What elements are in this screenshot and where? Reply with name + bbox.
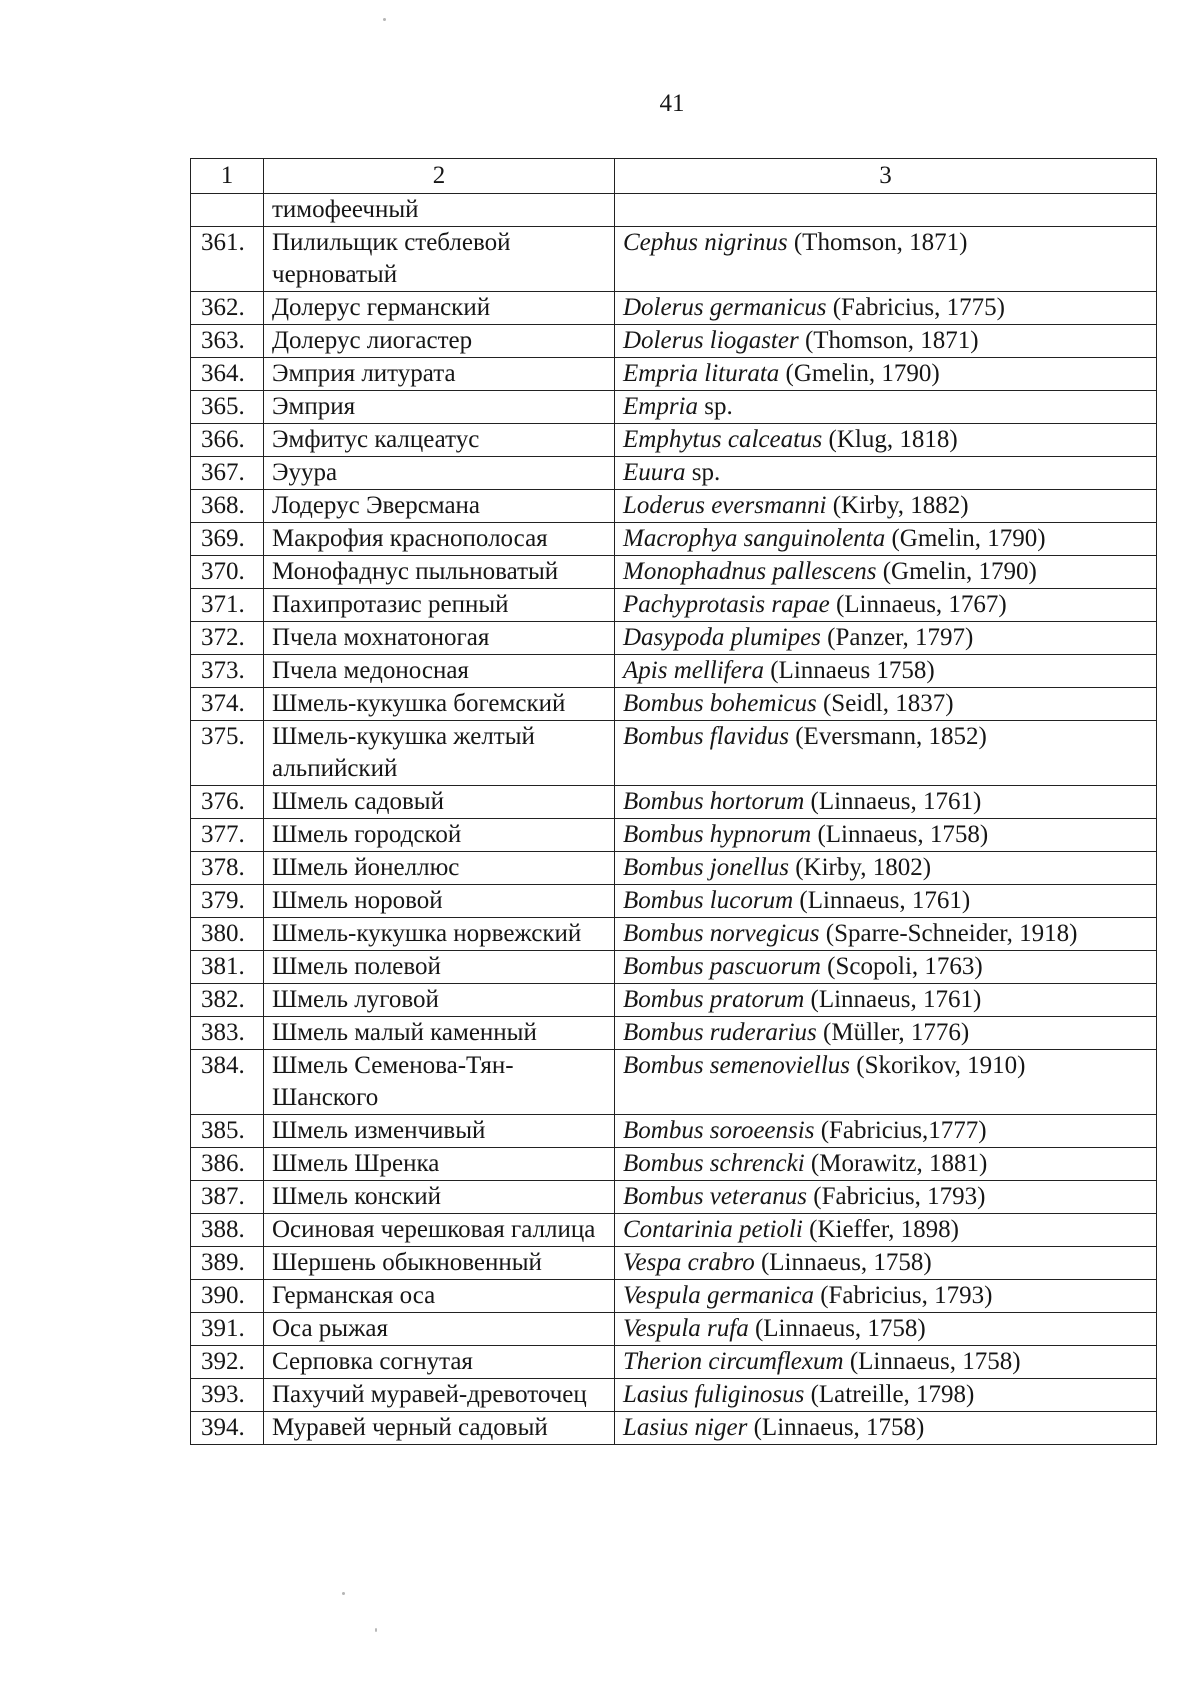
scientific-name: Vespula germanica <box>623 1282 814 1309</box>
author-citation: (Linnaeus, 1761) <box>799 887 971 914</box>
scan-speck <box>342 1592 345 1595</box>
table-row <box>191 1346 1157 1379</box>
author-citation: (Panzer, 1797) <box>827 624 974 651</box>
scientific-name-cell <box>615 951 1157 984</box>
author-citation: sp. <box>691 459 721 486</box>
scientific-name: Bombus flavidus <box>623 723 789 750</box>
author-citation: (Fabricius, 1793) <box>820 1282 993 1309</box>
row-number: 392. <box>191 1346 264 1379</box>
scientific-name: Bombus ruderarius <box>623 1019 817 1046</box>
table-row <box>191 1412 1157 1445</box>
scientific-name: Lasius niger <box>623 1414 748 1441</box>
author-citation: (Kieffer, 1898) <box>809 1216 959 1243</box>
author-citation: (Linnaeus, 1761) <box>810 788 982 815</box>
table-row <box>191 655 1157 688</box>
scientific-name: Vespa crabro <box>623 1249 755 1276</box>
row-number: 379. <box>191 885 264 918</box>
table-row <box>191 786 1157 819</box>
scientific-name: Bombus hypnorum <box>623 821 812 848</box>
common-name: Шмель Семенова-Тян-Шанского <box>264 1050 615 1115</box>
scientific-name-cell <box>615 227 1157 292</box>
author-citation: (Linnaeus, 1758) <box>849 1348 1021 1375</box>
scientific-name: Therion circumflexum <box>623 1348 844 1375</box>
common-name: Муравей черный садовый <box>264 1412 615 1445</box>
row-number: 361. <box>191 227 264 292</box>
scientific-name: Bombus pascuorum <box>623 953 821 980</box>
scientific-name-cell <box>615 1412 1157 1445</box>
scientific-name-cell <box>615 424 1157 457</box>
row-number: 389. <box>191 1247 264 1280</box>
common-name: Серповка согнутая <box>264 1346 615 1379</box>
scientific-name-cell <box>615 490 1157 523</box>
table-row <box>191 1181 1157 1214</box>
scientific-name-cell <box>615 984 1157 1017</box>
author-citation: (Eversmann, 1852) <box>795 723 987 750</box>
table-row <box>191 523 1157 556</box>
species-table <box>190 158 1157 1445</box>
table-row <box>191 1313 1157 1346</box>
row-number: 384. <box>191 1050 264 1115</box>
scientific-name: Bombus lucorum <box>623 887 794 914</box>
table-row <box>191 457 1157 490</box>
scientific-name-cell <box>615 1050 1157 1115</box>
author-citation: (Klug, 1818) <box>828 426 958 453</box>
row-number: 378. <box>191 852 264 885</box>
common-name: Шершень обыкновенный <box>264 1247 615 1280</box>
scientific-name-cell <box>615 1181 1157 1214</box>
common-name: Долерус лиогастер <box>264 325 615 358</box>
scientific-name-cell <box>615 918 1157 951</box>
table-row <box>191 1280 1157 1313</box>
table-row <box>191 819 1157 852</box>
author-citation: (Seidl, 1837) <box>822 690 954 717</box>
table-row <box>191 325 1157 358</box>
author-citation: (Sparre-Schneider, 1918) <box>825 920 1078 947</box>
row-number: 387. <box>191 1181 264 1214</box>
table-row <box>191 391 1157 424</box>
continuation-row <box>191 194 1157 227</box>
table-row <box>191 589 1157 622</box>
common-name: Пахучий муравей-древоточец <box>264 1379 615 1412</box>
common-name: Пчела медоносная <box>264 655 615 688</box>
common-name: Пахипротазис репный <box>264 589 615 622</box>
author-citation: (Linnaeus, 1758) <box>754 1315 926 1342</box>
row-number: 374. <box>191 688 264 721</box>
row-number: 385. <box>191 1115 264 1148</box>
row-number: 364. <box>191 358 264 391</box>
scientific-name-cell <box>615 556 1157 589</box>
scientific-name-cell <box>615 358 1157 391</box>
author-citation: (Latreille, 1798) <box>810 1381 975 1408</box>
author-citation: (Kirby, 1802) <box>795 854 932 881</box>
scientific-name: Empria liturata <box>623 360 780 387</box>
row-number: 371. <box>191 589 264 622</box>
scientific-name: Bombus norvegicus <box>623 920 820 947</box>
scientific-name: Apis mellifera <box>623 657 764 684</box>
author-citation: (Linnaeus, 1761) <box>810 986 982 1013</box>
scientific-name: Bombus hortorum <box>623 788 805 815</box>
common-name: Шмель йонеллюс <box>264 852 615 885</box>
scientific-name-cell <box>615 1017 1157 1050</box>
table-row <box>191 1115 1157 1148</box>
scientific-name: Vespula rufa <box>623 1315 749 1342</box>
common-name: Макрофия краснополосая <box>264 523 615 556</box>
author-citation: (Linnaeus, 1758) <box>817 821 989 848</box>
header-row <box>191 159 1157 194</box>
common-name: Шмель садовый <box>264 786 615 819</box>
row-number: 380. <box>191 918 264 951</box>
table-row <box>191 688 1157 721</box>
common-name: Шмель изменчивый <box>264 1115 615 1148</box>
table-row <box>191 1148 1157 1181</box>
row-number: 377. <box>191 819 264 852</box>
common-name: Эмприя литурата <box>264 358 615 391</box>
author-citation: (Fabricius, 1793) <box>813 1183 986 1210</box>
scientific-name-cell <box>615 1214 1157 1247</box>
table-row <box>191 1379 1157 1412</box>
table-row <box>191 227 1157 292</box>
author-citation: (Linnaeus, 1767) <box>835 591 1007 618</box>
scientific-name: Euura <box>623 459 686 486</box>
author-citation: (Linnaeus 1758) <box>770 657 935 684</box>
table-row <box>191 984 1157 1017</box>
common-name: Шмель норовой <box>264 885 615 918</box>
header-cell-common-name: 2 <box>264 159 615 194</box>
scientific-name-cell <box>615 819 1157 852</box>
scientific-name: Monophadnus pallescens <box>623 558 877 585</box>
row-number: 372. <box>191 622 264 655</box>
table-row <box>191 721 1157 786</box>
scientific-name: Bombus jonellus <box>623 854 789 881</box>
author-citation: (Scopoli, 1763) <box>827 953 983 980</box>
common-name: тимофеечный <box>264 194 615 227</box>
scientific-name-cell <box>615 1313 1157 1346</box>
common-name: Лодерус Эверсмана <box>264 490 615 523</box>
scientific-name-cell <box>615 655 1157 688</box>
row-number: 376. <box>191 786 264 819</box>
scientific-name: Bombus schrencki <box>623 1150 805 1177</box>
scientific-name: Dolerus liogaster <box>623 327 799 354</box>
table-row <box>191 918 1157 951</box>
header-cell-number: 1 <box>191 159 264 194</box>
scientific-name-cell <box>615 1379 1157 1412</box>
scientific-name: Loderus eversmanni <box>623 492 827 519</box>
common-name: Пчела мохнатоногая <box>264 622 615 655</box>
row-number: 375. <box>191 721 264 786</box>
row-number: 373. <box>191 655 264 688</box>
scientific-name-cell <box>615 194 1157 227</box>
scientific-name: Bombus soroeensis <box>623 1117 815 1144</box>
row-number: 367. <box>191 457 264 490</box>
row-number: 386. <box>191 1148 264 1181</box>
author-citation: (Linnaeus, 1758) <box>760 1249 932 1276</box>
scientific-name-cell <box>615 1148 1157 1181</box>
scientific-name: Pachyprotasis rapae <box>623 591 830 618</box>
common-name: Осиновая черешковая галлица <box>264 1214 615 1247</box>
table-row <box>191 1214 1157 1247</box>
scientific-name: Empria <box>623 393 698 420</box>
table-row <box>191 1050 1157 1115</box>
table-row <box>191 885 1157 918</box>
row-number: 388. <box>191 1214 264 1247</box>
scientific-name: Dasypoda plumipes <box>623 624 821 651</box>
row-number: 368. <box>191 490 264 523</box>
author-citation: (Müller, 1776) <box>823 1019 970 1046</box>
scientific-name: Bombus pratorum <box>623 986 805 1013</box>
common-name: Шмель полевой <box>264 951 615 984</box>
common-name: Оса рыжая <box>264 1313 615 1346</box>
common-name: Эмфитус калцеатус <box>264 424 615 457</box>
common-name: Шмель малый каменный <box>264 1017 615 1050</box>
table-row <box>191 424 1157 457</box>
author-citation: (Gmelin, 1790) <box>882 558 1037 585</box>
author-citation: (Thomson, 1871) <box>804 327 979 354</box>
scientific-name-cell <box>615 885 1157 918</box>
author-citation: (Fabricius, 1775) <box>832 294 1005 321</box>
table-row <box>191 1017 1157 1050</box>
row-number: 393. <box>191 1379 264 1412</box>
row-number: 381. <box>191 951 264 984</box>
common-name: Эмприя <box>264 391 615 424</box>
scientific-name: Dolerus germanicus <box>623 294 827 321</box>
scientific-name-cell <box>615 292 1157 325</box>
author-citation: (Thomson, 1871) <box>793 229 968 256</box>
author-citation: (Gmelin, 1790) <box>891 525 1046 552</box>
common-name: Пилильщик стеблевой черноватый <box>264 227 615 292</box>
row-number: 366. <box>191 424 264 457</box>
scientific-name-cell <box>615 852 1157 885</box>
row-number <box>191 194 264 227</box>
row-number: 370. <box>191 556 264 589</box>
scientific-name-cell <box>615 1247 1157 1280</box>
scientific-name-cell <box>615 391 1157 424</box>
common-name: Германская оса <box>264 1280 615 1313</box>
common-name: Эуура <box>264 457 615 490</box>
table-row <box>191 490 1157 523</box>
row-number: 383. <box>191 1017 264 1050</box>
scientific-name: Bombus veteranus <box>623 1183 807 1210</box>
scientific-name-cell <box>615 721 1157 786</box>
scientific-name: Lasius fuliginosus <box>623 1381 805 1408</box>
scientific-name-cell <box>615 688 1157 721</box>
page-number: 41 <box>659 90 685 117</box>
common-name: Монофаднус пыльноватый <box>264 556 615 589</box>
row-number: 391. <box>191 1313 264 1346</box>
common-name: Шмель городской <box>264 819 615 852</box>
scientific-name: Cephus nigrinus <box>623 229 788 256</box>
scientific-name: Contarinia petioli <box>623 1216 803 1243</box>
author-citation: sp. <box>704 393 733 420</box>
scientific-name: Emphytus calceatus <box>623 426 823 453</box>
common-name: Шмель луговой <box>264 984 615 1017</box>
author-citation: (Skorikov, 1910) <box>856 1052 1026 1079</box>
scientific-name-cell <box>615 325 1157 358</box>
author-citation: (Linnaeus, 1758) <box>753 1414 925 1441</box>
scientific-name-cell <box>615 457 1157 490</box>
author-citation: (Morawitz, 1881) <box>810 1150 988 1177</box>
row-number: 365. <box>191 391 264 424</box>
common-name: Шмель-кукушка желтый альпийский <box>264 721 615 786</box>
table-row <box>191 852 1157 885</box>
row-number: 390. <box>191 1280 264 1313</box>
table-row <box>191 622 1157 655</box>
scientific-name-cell <box>615 589 1157 622</box>
common-name: Шмель Шренка <box>264 1148 615 1181</box>
row-number: 382. <box>191 984 264 1017</box>
scientific-name-cell <box>615 1115 1157 1148</box>
header-cell-scientific-name: 3 <box>615 159 1157 194</box>
table-row <box>191 951 1157 984</box>
author-citation: (Kirby, 1882) <box>832 492 969 519</box>
table-row <box>191 358 1157 391</box>
row-number: 369. <box>191 523 264 556</box>
common-name: Шмель-кукушка норвежский <box>264 918 615 951</box>
table-row <box>191 292 1157 325</box>
common-name: Долерус германский <box>264 292 615 325</box>
scientific-name: Bombus semenoviellus <box>623 1052 851 1079</box>
author-citation: (Fabricius,1777) <box>820 1117 987 1144</box>
table-row <box>191 556 1157 589</box>
scientific-name-cell <box>615 523 1157 556</box>
scientific-name-cell <box>615 786 1157 819</box>
scientific-name: Bombus bohemicus <box>623 690 817 717</box>
common-name: Шмель-кукушка богемский <box>264 688 615 721</box>
scientific-name-cell <box>615 622 1157 655</box>
author-citation: (Gmelin, 1790) <box>785 360 940 387</box>
scientific-name-cell <box>615 1280 1157 1313</box>
scan-speck <box>383 18 386 21</box>
row-number: 394. <box>191 1412 264 1445</box>
common-name: Шмель конский <box>264 1181 615 1214</box>
row-number: 363. <box>191 325 264 358</box>
scientific-name: Macrophya sanguinolenta <box>623 525 886 552</box>
scientific-name-cell <box>615 1346 1157 1379</box>
row-number: 362. <box>191 292 264 325</box>
table-row <box>191 1247 1157 1280</box>
scan-speck <box>375 1628 377 1632</box>
